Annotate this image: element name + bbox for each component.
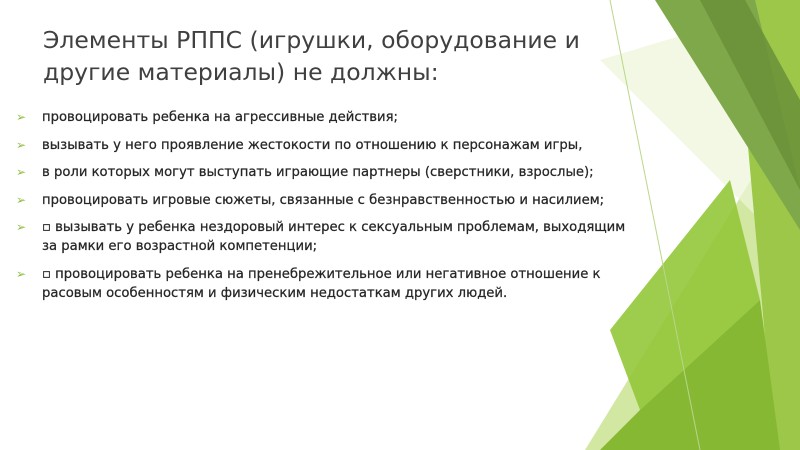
bullet-item — [16, 136, 638, 155]
bullet-text: провоцировать игровые сюжеты, связанные с безнравственностью и насилием; — [42, 192, 605, 208]
slide-title: Элементы РППС (игрушки, оборудование и другие материалы) не должны: — [43, 26, 580, 86]
bullet-text: ▫ провоцировать ребенка на пренебрежительное или негативное отношение к расовым особенностям и физическим недостаткам других людей. — [42, 266, 601, 301]
arrow-bullet-icon: ➢ — [16, 266, 27, 281]
bullet-text: вызывать у него проявление жестокости по отношению к персонажам игры, — [42, 137, 583, 153]
bullet-item — [16, 163, 638, 182]
bullet-item — [16, 191, 638, 210]
bullet-item — [16, 218, 638, 256]
bullet-item — [16, 265, 638, 303]
bullet-text: в роли которых могут выступать играющие партнеры (сверстники, взрослые); — [42, 165, 594, 180]
bullet-text: ▫ вызывать у ребенка нездоровый интерес к сексуальным проблемам, выходящим за рамки его возрастной компетенции; — [42, 220, 626, 254]
bullet-list — [16, 108, 638, 311]
arrow-bullet-icon: ➢ — [16, 137, 27, 152]
arrow-bullet-icon: ➢ — [16, 110, 27, 124]
bullet-text: провоцировать ребенка на агрессивные действия; — [42, 110, 399, 125]
bullet-item — [16, 108, 638, 127]
arrow-bullet-icon: ➢ — [16, 165, 27, 179]
arrow-bullet-icon: ➢ — [16, 192, 27, 207]
arrow-bullet-icon: ➢ — [16, 220, 27, 234]
